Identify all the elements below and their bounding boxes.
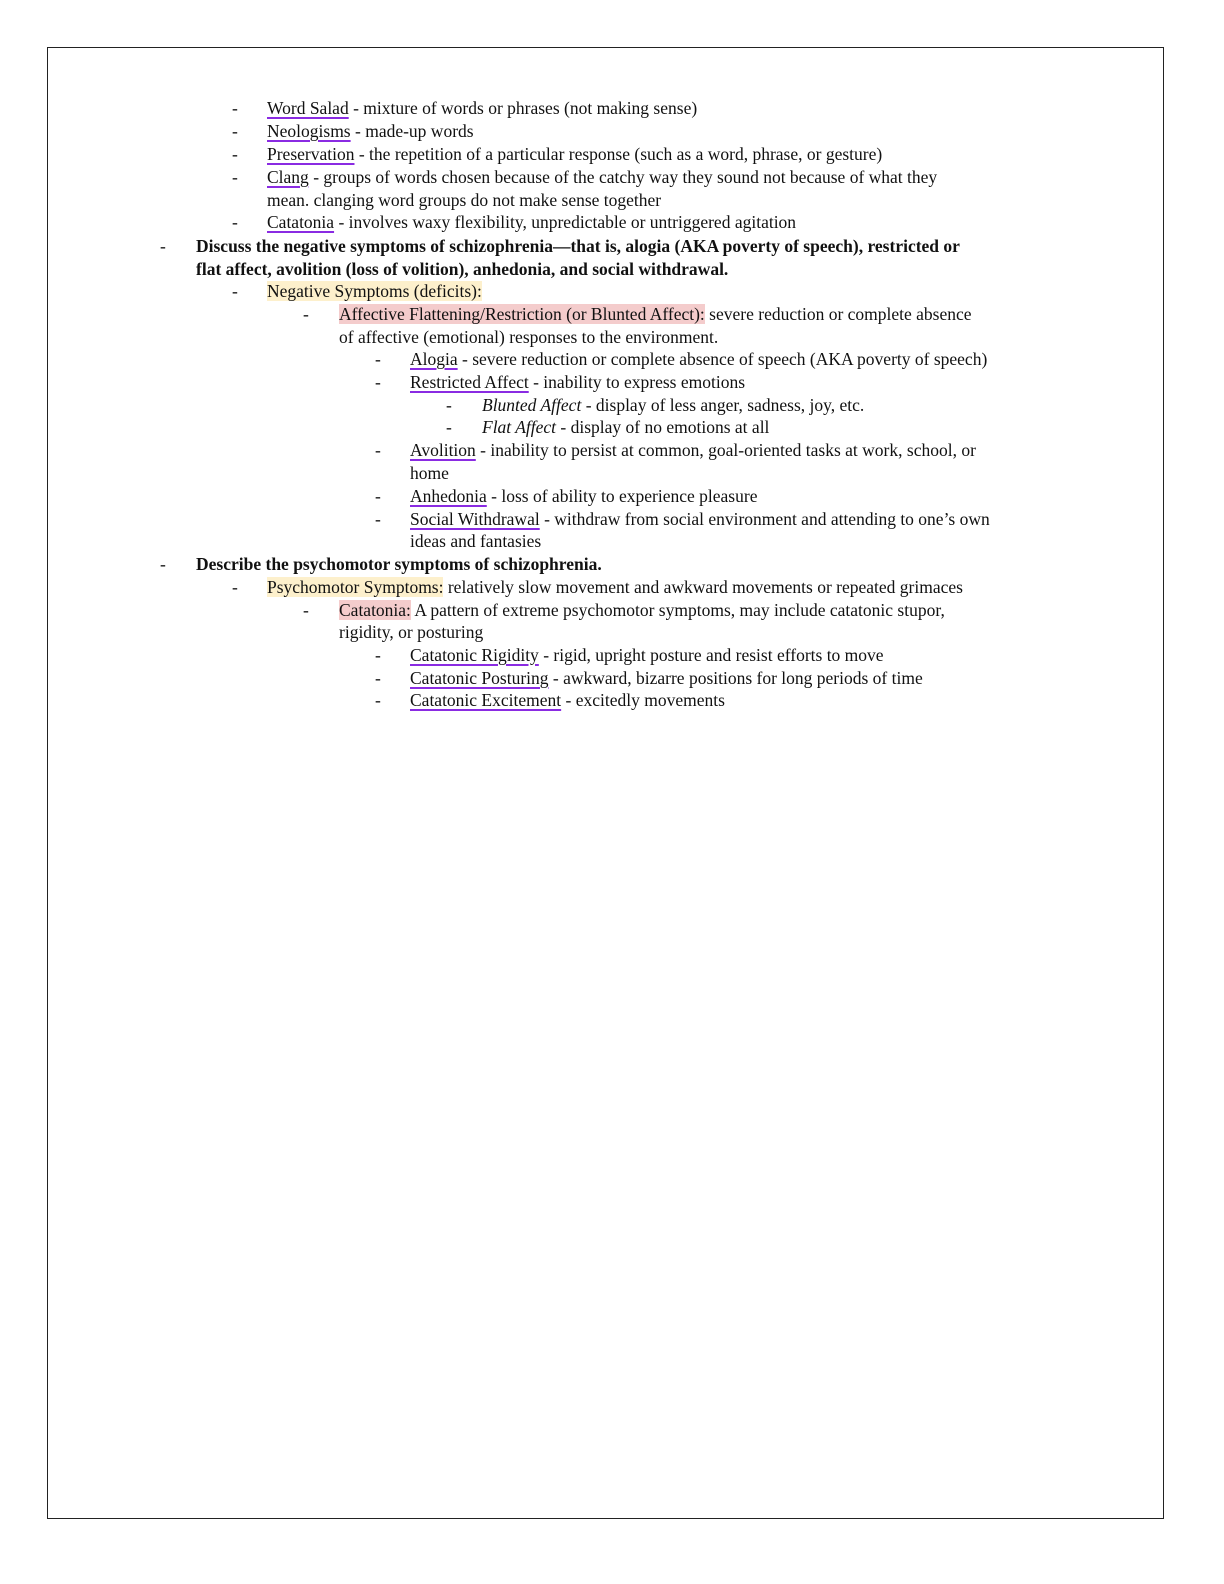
definition-continued: mean. clanging word groups do not make sense together [267, 190, 662, 210]
definition: severe reduction or complete absence [704, 304, 972, 324]
bullet-dash: - [232, 281, 238, 301]
bullet-dash: - [232, 577, 238, 597]
definition: - awkward, bizarre positions for long periods of time [548, 668, 923, 688]
heading-catatonia [339, 599, 945, 622]
highlighted-label: Catatonia: [339, 600, 411, 620]
bullet-dash: - [303, 304, 309, 324]
highlighted-label: Negative Symptoms (deficits): [267, 281, 482, 301]
bullet-dash: - [375, 372, 381, 392]
question-negative-symptoms: Discuss the negative symptoms of schizophrenia—that is, alogia (AKA poverty of speech), restricted or [196, 236, 960, 256]
list-item-social-withdrawal [410, 508, 990, 531]
definition: - inability to persist at common, goal-oriented tasks at work, school, or [475, 440, 976, 460]
list-item-blunted-affect [482, 394, 864, 417]
list-item-preservation [267, 143, 882, 166]
heading-negative-symptoms [267, 280, 482, 303]
term-clang: Clang [267, 167, 309, 187]
definition: - display of no emotions at all [556, 417, 770, 437]
heading-psychomotor-symptoms [267, 576, 963, 599]
question-negative-symptoms-cont: flat affect, avolition (loss of volition), anhedonia, and social withdrawal. [196, 259, 729, 279]
definition: - display of less anger, sadness, joy, etc. [581, 395, 865, 415]
bullet-dash: - [446, 395, 452, 415]
heading-affective-flattening [339, 303, 972, 326]
definition: A pattern of extreme psychomotor symptoms, may include catatonic stupor, [410, 600, 945, 620]
definition: - excitedly movements [561, 690, 725, 710]
definition: - loss of ability to experience pleasure [486, 486, 758, 506]
list-item-catatonic-posturing [410, 667, 923, 690]
definition: - rigid, upright posture and resist efforts to move [538, 645, 884, 665]
bullet-dash: - [375, 668, 381, 688]
bullet-dash: - [375, 440, 381, 460]
list-item-clang [267, 166, 937, 189]
bullet-dash: - [375, 349, 381, 369]
bullet-dash: - [375, 690, 381, 710]
highlighted-label: Affective Flattening/Restriction (or Blunted Affect): [339, 304, 705, 324]
definition: - severe reduction or complete absence of speech (AKA poverty of speech) [457, 349, 988, 369]
bullet-dash: - [446, 417, 452, 437]
definition: - groups of words chosen because of the catchy way they sound not because of what they [308, 167, 938, 187]
definition: - mixture of words or phrases (not making sense) [348, 98, 698, 118]
term-catatonic-excitement: Catatonic Excitement [410, 690, 562, 710]
definition: - withdraw from social environment and attending to one’s own [539, 509, 990, 529]
term-social-withdrawal: Social Withdrawal [410, 509, 540, 529]
question-psychomotor-symptoms: Describe the psychomotor symptoms of schizophrenia. [196, 554, 602, 574]
definition-continued: ideas and fantasies [410, 531, 542, 551]
term-catatonia: Catatonia [267, 212, 335, 232]
definition: - inability to express emotions [528, 372, 746, 392]
definition-continued: home [410, 463, 449, 483]
highlighted-label: Psychomotor Symptoms: [267, 577, 444, 597]
term-anhedonia: Anhedonia [410, 486, 487, 506]
term-preservation: Preservation [267, 144, 355, 164]
term-catatonic-posturing: Catatonic Posturing [410, 668, 549, 688]
definition: relatively slow movement and awkward movements or repeated grimaces [443, 577, 963, 597]
list-item-catatonia [267, 211, 796, 234]
term-neologisms: Neologisms [267, 121, 351, 141]
definition-continued: rigidity, or posturing [339, 622, 484, 642]
definition: - made-up words [350, 121, 474, 141]
term-alogia: Alogia [410, 349, 458, 369]
bullet-dash: - [375, 509, 381, 529]
bullet-dash: - [160, 236, 166, 256]
list-item-catatonic-excitement [410, 689, 725, 712]
bullet-dash: - [375, 486, 381, 506]
term-catatonic-rigidity: Catatonic Rigidity [410, 645, 539, 665]
bullet-dash: - [232, 144, 238, 164]
term-blunted-affect: Blunted Affect [482, 395, 582, 415]
definition: - the repetition of a particular response (such as a word, phrase, or gesture) [354, 144, 883, 164]
list-item-avolition [410, 439, 976, 462]
term-flat-affect: Flat Affect [482, 417, 557, 437]
list-item-restricted-affect [410, 371, 745, 394]
bullet-dash: - [232, 212, 238, 232]
term-restricted-affect: Restricted Affect [410, 372, 529, 392]
bullet-dash: - [232, 98, 238, 118]
bullet-dash: - [232, 167, 238, 187]
list-item-alogia [410, 348, 987, 371]
list-item-flat-affect [482, 416, 769, 439]
list-item-catatonic-rigidity [410, 644, 884, 667]
list-item-anhedonia [410, 485, 757, 508]
list-item-word-salad [267, 97, 697, 120]
definition-continued: of affective (emotional) responses to the environment. [339, 327, 719, 347]
bullet-dash: - [375, 645, 381, 665]
bullet-dash: - [160, 554, 166, 574]
bullet-dash: - [232, 121, 238, 141]
bullet-dash: - [303, 600, 309, 620]
term-avolition: Avolition [410, 440, 476, 460]
list-item-neologisms [267, 120, 474, 143]
definition: - involves waxy flexibility, unpredictable or untriggered agitation [334, 212, 797, 232]
term-word-salad: Word Salad [267, 98, 349, 118]
